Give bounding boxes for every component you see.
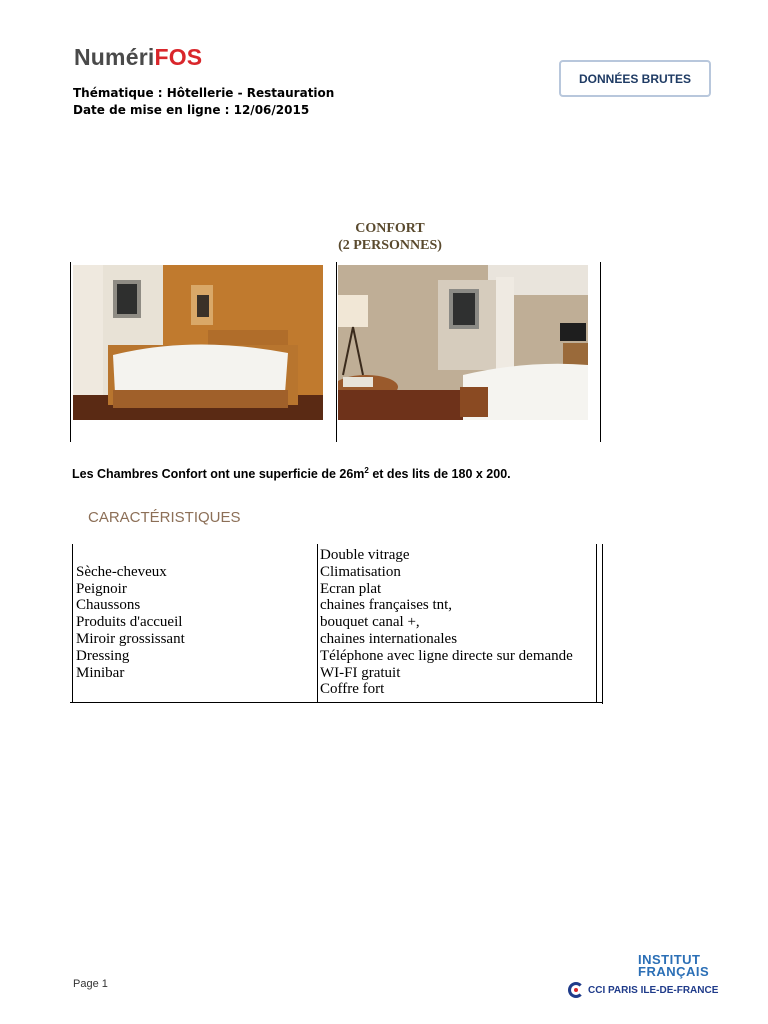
description-text-before: Les Chambres Confort ont une superficie de 26m	[72, 467, 365, 482]
description-superscript: 2	[364, 466, 369, 475]
photo-frame-right	[600, 262, 601, 442]
features-left-column	[76, 547, 185, 681]
caracteristiques-heading: CARACTÉRISTIQUES	[88, 509, 241, 526]
date-line: Date de mise en ligne : 12/06/2015	[73, 103, 310, 117]
table-right-border	[596, 544, 597, 702]
feature-item: Téléphone avec ligne directe sur demande	[320, 647, 573, 664]
institut-line2: FRANÇAIS	[638, 964, 710, 979]
feature-item: WI-FI gratuit	[320, 664, 401, 681]
feature-item: Chaussons	[76, 597, 141, 614]
institut-francais-logo	[638, 954, 709, 978]
feature-item: Miroir grossissant	[76, 630, 185, 647]
photo-frame-left	[70, 262, 71, 442]
room-photo-1	[73, 265, 323, 420]
feature-item: Ecran plat	[320, 580, 382, 597]
room-description	[72, 466, 511, 481]
feature-item: Dressing	[76, 647, 130, 664]
feature-item: Sèche-cheveux	[76, 563, 167, 580]
cci-icon	[568, 982, 584, 998]
features-right-column	[320, 547, 573, 698]
table-left-border	[72, 544, 73, 702]
room-photo-2	[338, 265, 588, 420]
page-number: Page 1	[73, 978, 108, 990]
feature-item: Produits d'accueil	[76, 614, 183, 631]
feature-item: Minibar	[76, 664, 125, 681]
feature-item: chaines internationales	[320, 630, 458, 647]
numerifos-logo	[74, 44, 202, 71]
table-right-outer-border	[602, 544, 603, 704]
cci-text: CCI PARIS ILE-DE-FRANCE	[588, 984, 719, 996]
description-text-after: et des lits de 180 x 200.	[368, 467, 511, 482]
logo-part1: Numéri	[74, 44, 155, 70]
cci-logo	[568, 982, 718, 998]
feature-item: Peignoir	[76, 580, 127, 597]
logo-part2: FOS	[154, 44, 203, 70]
feature-item: Coffre fort	[320, 681, 385, 698]
donnees-brutes-badge: DONNÉES BRUTES	[559, 60, 711, 97]
thematique-line: Thématique : Hôtellerie - Restauration	[73, 86, 335, 100]
section-title: CONFORT	[355, 221, 425, 236]
feature-item: Climatisation	[320, 563, 401, 580]
feature-item: Double vitrage	[320, 547, 410, 563]
table-middle-border	[317, 544, 318, 702]
feature-item: chaines françaises tnt,	[320, 597, 453, 614]
feature-item: bouquet canal +,	[320, 614, 420, 631]
table-bottom-border	[70, 702, 603, 703]
section-subtitle: (2 PERSONNES)	[338, 238, 442, 253]
institut-line1: INSTITUT	[638, 952, 701, 967]
photo-frame-middle	[336, 262, 337, 442]
